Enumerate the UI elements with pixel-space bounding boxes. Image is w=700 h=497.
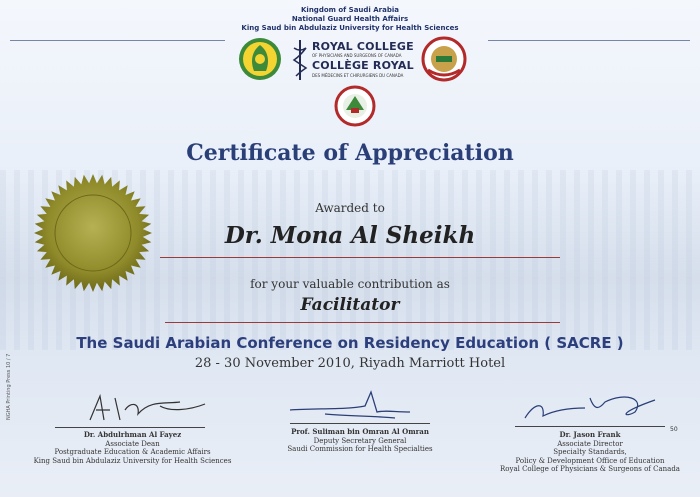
signatory-1 [25, 431, 240, 465]
royal-college-fr-sub: DES MÉDECINS ET CHIRURGIENS DU CANADA [312, 73, 404, 78]
university-logo [238, 37, 282, 81]
contribution-label: for your valuable contribution as [250, 277, 450, 291]
printing-press-note: NGHA Printing Press 10 / 7 [6, 353, 12, 420]
signatory-1-name: Dr. Abdulrhman Al Fayez [83, 430, 182, 439]
royal-college-en-sub: OF PHYSICIANS AND SURGEONS OF CANADA [312, 53, 402, 58]
caduceus-icon [290, 38, 310, 82]
signatory-3-name: Dr. Jason Frank [559, 430, 621, 439]
signatory-1-dept: Postgraduate Education & Academic Affairs [54, 448, 211, 456]
signatory-3 [490, 431, 690, 474]
header-rule-left [10, 40, 225, 41]
royal-college-logo [290, 38, 430, 82]
header-university: King Saud bin Abdulaziz University for Health Sciences [241, 24, 459, 32]
royal-college-en: ROYAL COLLEGE [312, 40, 414, 53]
signatory-3-title: Associate Director [557, 439, 623, 448]
signature-line-2 [290, 423, 430, 424]
royal-college-fr: COLLÈGE ROYAL [312, 59, 414, 72]
name-underline [160, 257, 560, 258]
signatory-3-org: Royal College of Physicians & Surgeons of Canada [500, 465, 680, 473]
header-kingdom: Kingdom of Saudi Arabia [301, 6, 399, 14]
signatory-2 [270, 428, 450, 454]
role-underline [165, 322, 560, 323]
signatory-2-title: Deputy Secretary General [313, 436, 407, 445]
signatory-3-unit: Specialty Standards, [553, 448, 627, 456]
signatory-2-org: Saudi Commission for Health Specialties [287, 445, 433, 453]
recipient-name: Dr. Mona Al Sheikh [224, 222, 476, 249]
conference-date-venue: 28 - 30 November 2010, Riyadh Marriott Hotel [194, 356, 506, 371]
signatory-1-org: King Saud bin Abdulaziz University for Health Sciences [33, 456, 232, 465]
signature-2 [285, 388, 435, 428]
signatory-3-office: Policy & Development Office of Education [515, 456, 665, 465]
header-national-guard: National Guard Health Affairs [291, 15, 409, 23]
signatory-1-title: Associate Dean [105, 439, 160, 448]
signature-3 [515, 388, 665, 430]
awarded-to-label: Awarded to [315, 201, 385, 215]
conference-name: The Saudi Arabian Conference on Residency Education ( SACRE ) [76, 334, 624, 352]
signature-line-3 [515, 426, 665, 427]
certificate-title: Certificate of Appreciation [186, 140, 514, 166]
center-emblem [334, 84, 376, 128]
role-title: Facilitator [300, 295, 400, 315]
signature-1 [70, 390, 210, 430]
page-number: 50 [670, 426, 678, 433]
header-rule-right [488, 40, 690, 41]
signatory-2-name: Prof. Suliman bin Omran Al Omran [291, 427, 429, 436]
commission-logo [420, 36, 468, 82]
signature-line-1 [55, 427, 205, 428]
